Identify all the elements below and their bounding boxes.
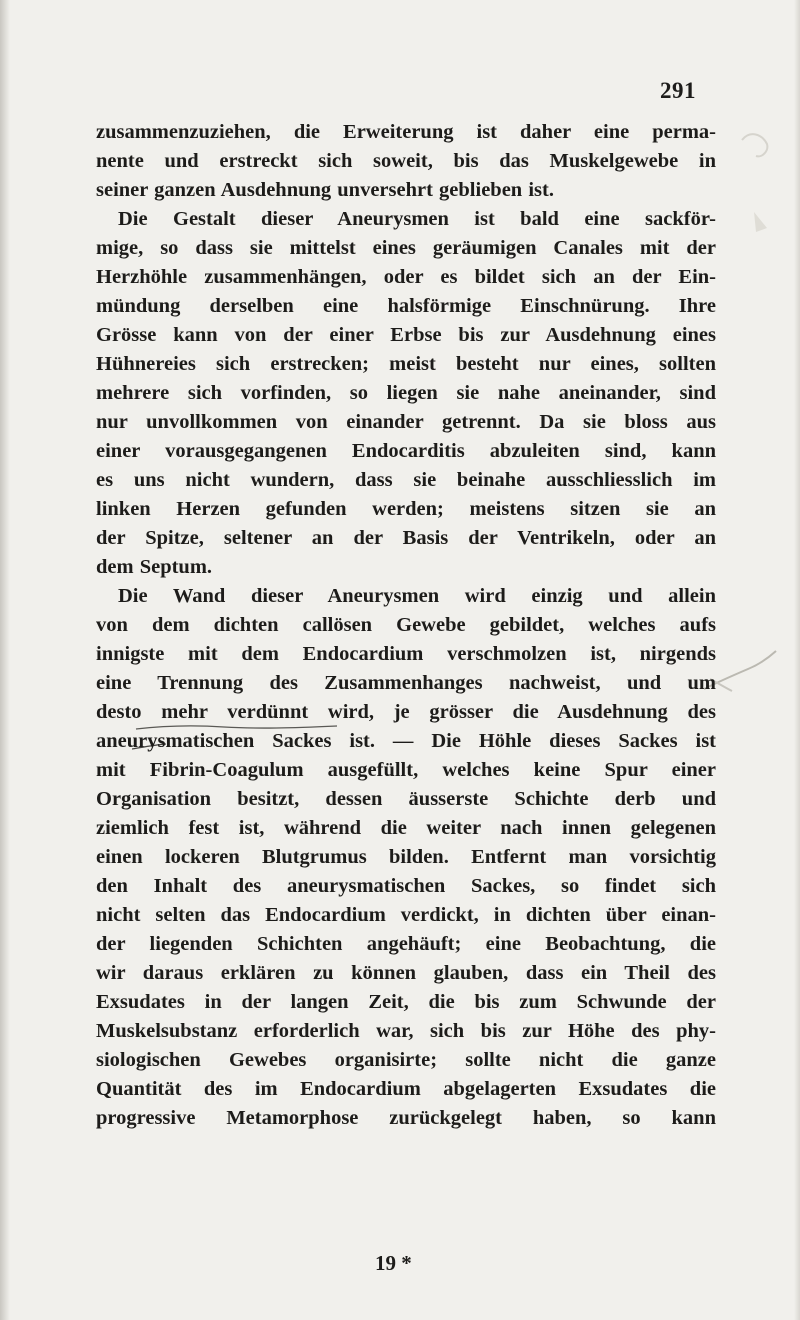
text-line: wir daraus erklären zu können glauben, dass ein Theil des bbox=[96, 962, 716, 984]
text-line: innigste mit dem Endocardium verschmolzen ist, nirgends bbox=[96, 643, 716, 665]
page-number: 291 bbox=[660, 78, 696, 103]
text-line: es uns nicht wundern, dass sie beinahe ausschliesslich im bbox=[96, 469, 716, 491]
text-line: einen lockeren Blutgrumus bilden. Entfernt man vorsichtig bbox=[96, 846, 716, 868]
text-line: Die Wand dieser Aneurysmen wird einzig und allein bbox=[118, 585, 716, 607]
text-line: ziemlich fest ist, während die weiter nach innen gelegenen bbox=[96, 817, 716, 839]
text-line: desto mehr verdünnt wird, je grösser die Ausdehnung des bbox=[96, 701, 716, 723]
page-edge-shadow bbox=[0, 0, 10, 1320]
text-line: der liegenden Schichten angehäuft; eine Beobachtung, die bbox=[96, 933, 716, 955]
text-line: seiner ganzen Ausdehnung unversehrt geblieben ist. bbox=[96, 179, 554, 201]
text-line: Herzhöhle zusammenhängen, oder es bildet sich an der Ein- bbox=[96, 266, 716, 288]
text-line: siologischen Gewebes organisirte; sollte nicht die ganze bbox=[96, 1049, 716, 1071]
text-line: der Spitze, seltener an der Basis der Ventrikeln, oder an bbox=[96, 527, 716, 549]
text-line: nicht selten das Endocardium verdickt, in dichten über einan- bbox=[96, 904, 716, 926]
paper-mark-top-right bbox=[736, 120, 776, 240]
text-line: Grösse kann von der einer Erbse bis zur Ausdehnung eines bbox=[96, 324, 716, 346]
text-line: mige, so dass sie mittelst eines geräumigen Canales mit der bbox=[96, 237, 716, 259]
text-line: Die Gestalt dieser Aneurysmen ist bald eine sackför- bbox=[118, 208, 716, 230]
text-line: einer vorausgegangenen Endocarditis abzuleiten sind, kann bbox=[96, 440, 716, 462]
text-line: aneurysmatischen Sackes ist. — Die Höhle dieses Sackes ist bbox=[96, 730, 716, 752]
text-line: mündung derselben eine halsförmige Einschnürung. Ihre bbox=[96, 295, 716, 317]
text-line: eine Trennung des Zusammenhanges nachweist, und um bbox=[96, 672, 716, 694]
text-line: Exsudates in der langen Zeit, die bis zum Schwunde der bbox=[96, 991, 716, 1013]
text-line: nente und erstreckt sich soweit, bis das Muskelgewebe in bbox=[96, 150, 716, 172]
text-line: nur unvollkommen von einander getrennt. Da sie bloss aus bbox=[96, 411, 716, 433]
text-line: Quantität des im Endocardium abgelagerten Exsudates die bbox=[96, 1078, 716, 1100]
page-edge-right bbox=[794, 0, 800, 1320]
text-line: von dem dichten callösen Gewebe gebildet, welches aufs bbox=[96, 614, 716, 636]
text-line: mit Fibrin-Coagulum ausgefüllt, welches keine Spur einer bbox=[96, 759, 716, 781]
text-line: Hühnereies sich erstrecken; meist besteht nur eines, sollten bbox=[96, 353, 716, 375]
text-line: Muskelsubstanz erforderlich war, sich bis zur Höhe des phy- bbox=[96, 1020, 716, 1042]
text-line: progressive Metamorphose zurückgelegt haben, so kann bbox=[96, 1107, 716, 1129]
text-line: mehrere sich vorfinden, so liegen sie nahe aneinander, sind bbox=[96, 382, 716, 404]
printer-signature-mark: 19 * bbox=[375, 1251, 412, 1275]
text-line: dem Septum. bbox=[96, 556, 213, 578]
text-line: den Inhalt des aneurysmatischen Sackes, so findet sich bbox=[96, 875, 716, 897]
text-line: zusammenzuziehen, die Erweiterung ist daher eine perma- bbox=[96, 121, 716, 143]
text-line: Organisation besitzt, dessen äusserste Schichte derb und bbox=[96, 788, 716, 810]
body-text bbox=[96, 118, 716, 1133]
text-line: linken Herzen gefunden werden; meistens sitzen sie an bbox=[96, 498, 716, 520]
